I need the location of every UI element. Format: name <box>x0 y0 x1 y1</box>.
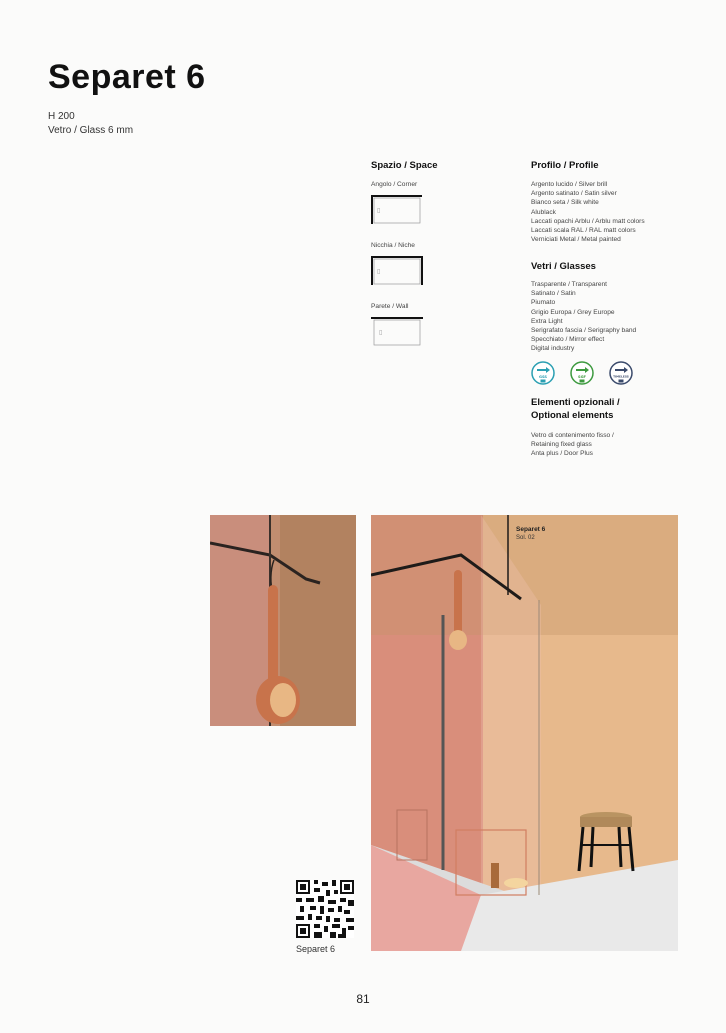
gss-badge-icon <box>531 361 555 385</box>
corner-diagram-icon <box>371 195 423 225</box>
profile-item: Laccati scala RAL / RAL matt colors <box>531 227 636 235</box>
niche-diagram-icon <box>371 256 423 286</box>
wall-diagram-icon <box>371 316 423 346</box>
optional-item: Retaining fixed glass <box>531 441 592 449</box>
photo-caption-name: Separet 6 <box>516 526 546 533</box>
svg-text:▯: ▯ <box>379 329 383 336</box>
glasses-item: Trasparente / Transparent <box>531 281 607 288</box>
glasses-item: Grigio Europa / Grey Europe <box>531 308 615 316</box>
optional-heading-line1: Elementi opzionali / <box>531 397 620 408</box>
profile-list <box>531 180 645 244</box>
page-number: 81 <box>356 992 370 1006</box>
glasses-item: Digital industry <box>531 345 575 353</box>
space-heading: Spazio / Space <box>371 160 438 171</box>
svg-text:▯: ▯ <box>377 268 381 275</box>
main-photo <box>371 515 678 951</box>
profile-item: Argento satinato / Satin silver <box>531 190 617 198</box>
glasses-heading: Vetri / Glasses <box>531 261 596 272</box>
profile-item: Bianco seta / Silk white <box>531 199 599 207</box>
qr-caption: Separet 6 <box>296 944 336 954</box>
space-option-corner-label: Angolo / Corner <box>371 181 418 188</box>
profile-item: Alublack <box>531 208 556 216</box>
glasses-item: Serigrafato fascia / Serigraphy band <box>531 327 637 335</box>
glasses-item: Satinato / Satin <box>531 290 576 298</box>
glasses-item: Piumato <box>531 299 556 307</box>
spec-glass: Vetro / Glass 6 mm <box>48 125 134 136</box>
page-title: Separet 6 <box>48 58 206 96</box>
qr-code-icon[interactable] <box>296 880 354 938</box>
photo-caption-code: Sol. 02 <box>516 535 535 541</box>
optional-heading <box>531 396 620 422</box>
sgf-badge-icon <box>570 361 594 385</box>
optional-item: Vetro di contenimento fisso / <box>531 432 614 439</box>
glasses-item: Extra Light <box>531 317 563 325</box>
optional-item: Anta plus / Door Plus <box>531 450 593 458</box>
optional-heading-line2: Optional elements <box>531 410 614 421</box>
space-option-wall-label: Parete / Wall <box>371 303 409 310</box>
detail-photo <box>210 515 356 726</box>
profile-heading: Profilo / Profile <box>531 160 599 171</box>
profile-item: Verniciati Metal / Metal painted <box>531 236 621 244</box>
glasses-list <box>531 280 636 354</box>
gss-badge-label: GSS <box>539 375 547 379</box>
optional-list <box>531 431 614 459</box>
timeless-badge-icon <box>609 361 633 385</box>
space-option-niche-label: Nicchia / Niche <box>371 242 415 249</box>
profile-item: Argento lucido / Silver brill <box>531 181 608 188</box>
glasses-item: Specchiato / Mirror effect <box>531 336 605 344</box>
timeless-badge-label: TIMELESS <box>613 374 629 379</box>
svg-text:▯: ▯ <box>377 207 381 214</box>
profile-item: Laccati opachi Arblu / Arblu matt colors <box>531 217 645 225</box>
spec-height: H 200 <box>48 111 75 122</box>
sgf-badge-label: SGF <box>578 375 586 379</box>
